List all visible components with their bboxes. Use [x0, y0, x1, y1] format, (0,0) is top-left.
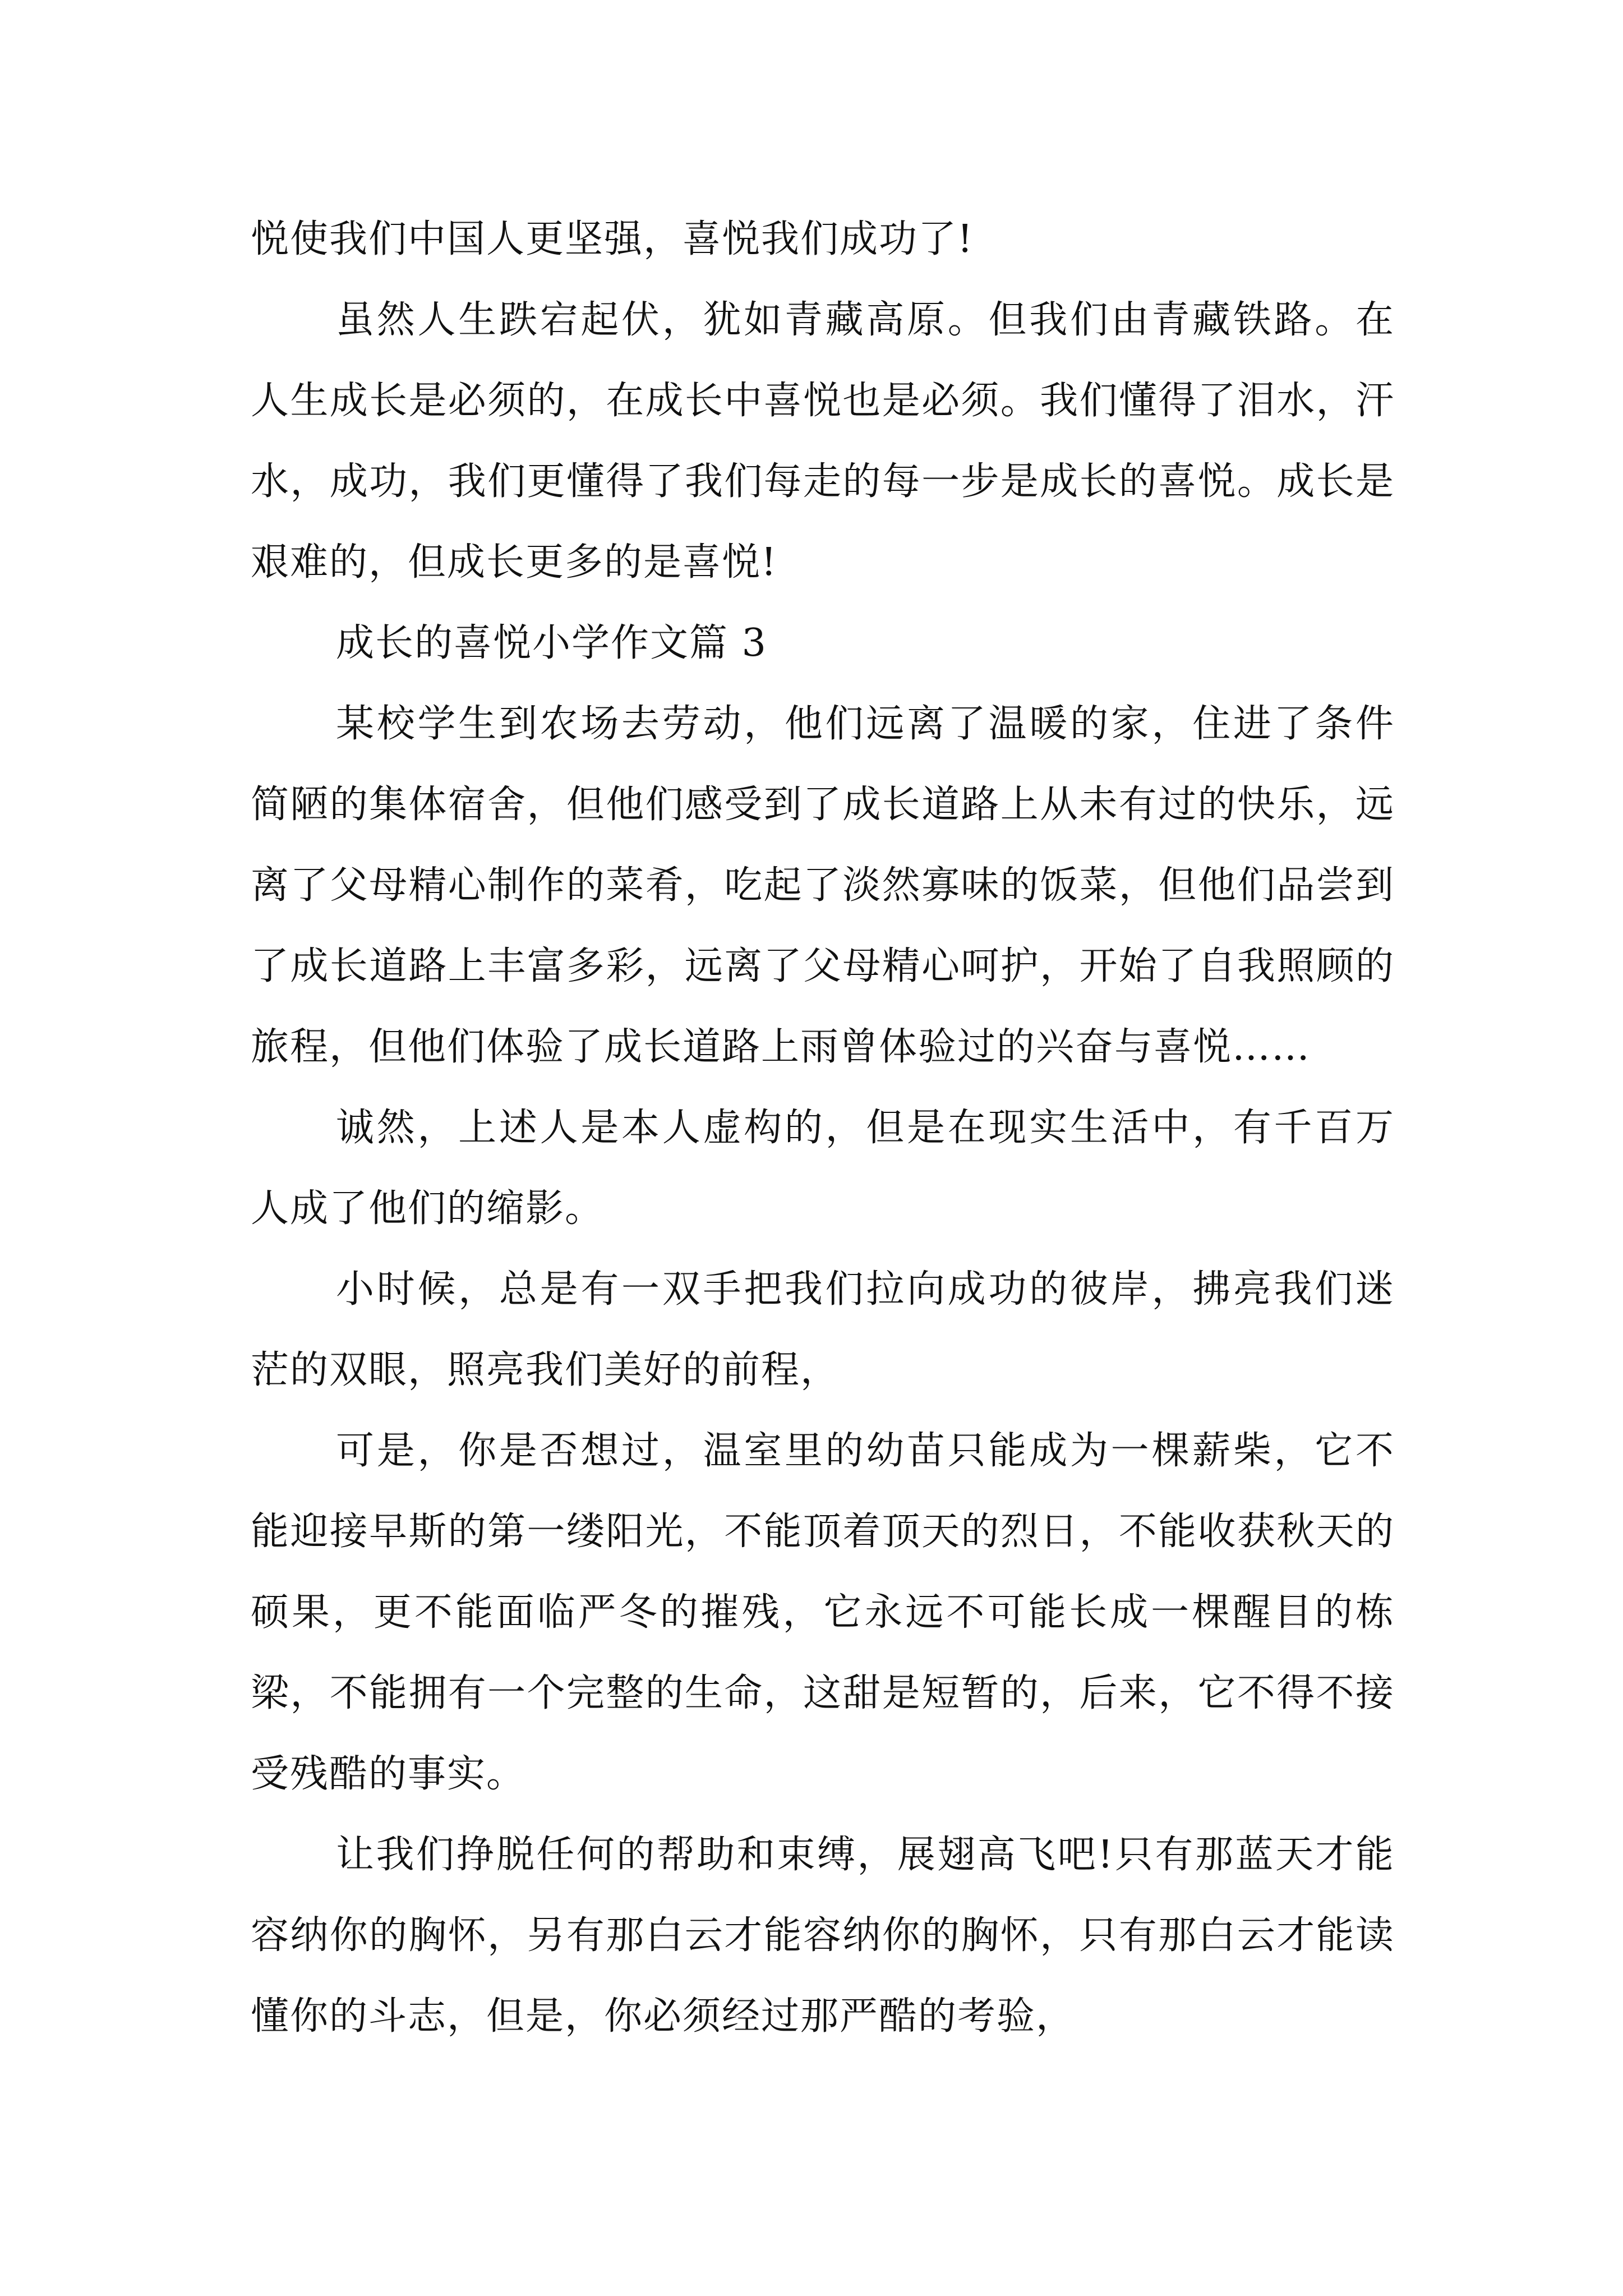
- paragraph: 某校学生到农场去劳动，他们远离了温暖的家，住进了条件简陋的集体宿舍，但他们感受到了成长道路上从未有过的快乐，远离了父母精心制作的菜肴，吃起了淡然寡味的饭菜，但他们品尝到了成长道路上丰富多彩，远离了父母精心呵护，开始了自我照顾的旅程，但他们体验了成长道路上雨曾体验过的兴奋与喜悦……: [251, 702, 1395, 1069]
- paragraph: 让我们挣脱任何的帮助和束缚，展翅高飞吧!只有那蓝天才能容纳你的胸怀，另有那白云才能容纳你的胸怀，只有那白云才能读懂你的斗志，但是，你必须经过那严酷的考验，: [251, 1833, 1395, 2039]
- paragraph: 可是，你是否想过，温室里的幼苗只能成为一棵薪柴，它不能迎接早斯的第一缕阳光，不能顶着顶天的烈日，不能收获秋天的硕果，更不能面临严冬的摧残，它永远不可能长成一棵醒目的栋梁，不能拥有一个完整的生命，这甜是短暂的，后来，它不得不接受残酷的事实。: [251, 1429, 1395, 1796]
- paragraph: 虽然人生跌宕起伏，犹如青藏高原。但我们由青藏铁路。在人生成长是必须的，在成长中喜悦也是必须。我们懂得了泪水，汗水，成功，我们更懂得了我们每走的每一步是成长的喜悦。成长是艰难的，但成长更多的是喜悦!: [251, 298, 1395, 585]
- paragraph-continuation: 悦使我们中国人更坚强，喜悦我们成功了!: [251, 217, 974, 261]
- document-body: [251, 199, 1395, 2057]
- section-heading: 成长的喜悦小学作文篇 3: [336, 621, 767, 665]
- paragraph: 诚然，上述人是本人虚构的，但是在现实生活中，有千百万人成了他们的缩影。: [251, 1106, 1395, 1231]
- paragraph: 小时候，总是有一双手把我们拉向成功的彼岸，拂亮我们迷茫的双眼，照亮我们美好的前程，: [251, 1267, 1395, 1392]
